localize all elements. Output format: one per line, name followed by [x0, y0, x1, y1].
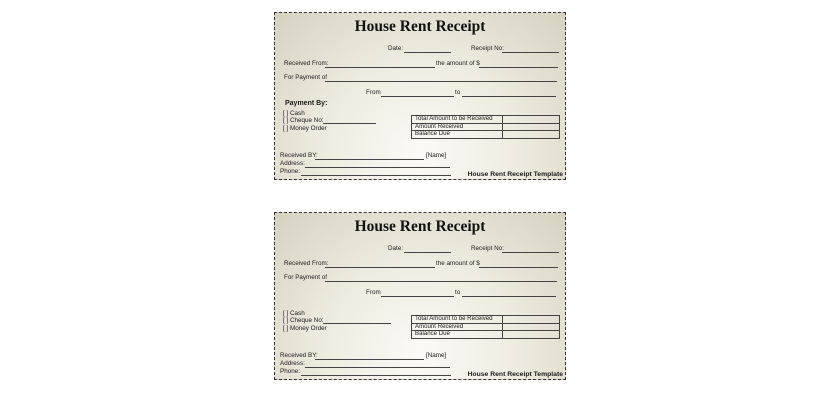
payment-method-cheque[interactable]: [ ] Cheque No:	[283, 117, 324, 124]
receipt-title: House Rent Receipt	[354, 18, 486, 35]
received-from-label: Received From:	[284, 60, 329, 67]
amount-field[interactable]	[479, 267, 558, 268]
phone-label: Phone:	[280, 168, 300, 175]
payment-method-cheque[interactable]: [ ] Cheque No:	[283, 317, 324, 324]
to-label: to	[455, 89, 461, 96]
total-amount-value[interactable]	[503, 316, 560, 324]
payment-method-cash[interactable]: [ ] Cash	[283, 310, 305, 317]
date-field[interactable]	[404, 252, 451, 253]
table-row	[412, 316, 560, 324]
date-field[interactable]	[404, 52, 451, 53]
to-field[interactable]	[462, 296, 556, 297]
receipt-no-field[interactable]	[502, 52, 559, 53]
payment-method-money-order[interactable]: [ ] Money Order	[283, 125, 327, 132]
phone-label: Phone:	[280, 368, 300, 375]
for-payment-field[interactable]	[325, 281, 557, 282]
table-row	[412, 116, 560, 124]
from-label: From	[366, 289, 381, 296]
balance-due-label: Balance Due	[412, 131, 503, 139]
date-label: Date:	[388, 245, 404, 252]
from-field[interactable]	[381, 96, 454, 97]
receipt-title: House Rent Receipt	[354, 218, 486, 235]
payment-method-money-order[interactable]: [ ] Money Order	[283, 325, 327, 332]
balance-due-label: Balance Due	[412, 331, 503, 339]
received-by-label: Received BY:	[280, 152, 318, 159]
receipt-card	[274, 212, 566, 380]
from-field[interactable]	[381, 296, 454, 297]
cheque-no-field[interactable]	[323, 123, 376, 124]
amount-field[interactable]	[479, 67, 558, 68]
total-amount-label: Total Amount to be Received	[412, 116, 503, 124]
amount-table	[411, 115, 560, 139]
receipt-no-field[interactable]	[502, 252, 559, 253]
received-by-label: Received BY:	[280, 352, 318, 359]
amount-label: the amount of $	[436, 60, 480, 67]
receipt-no-label: Receipt No:	[471, 245, 504, 252]
payment-method-cash[interactable]: [ ] Cash	[283, 110, 305, 117]
phone-field[interactable]	[301, 375, 451, 376]
to-label: to	[455, 289, 461, 296]
amount-received-value[interactable]	[503, 323, 560, 331]
amount-label: the amount of $	[436, 260, 480, 267]
address-field[interactable]	[305, 167, 450, 168]
date-label: Date:	[388, 45, 404, 52]
receipt-card	[274, 12, 566, 180]
total-amount-value[interactable]	[503, 116, 560, 124]
amount-received-label: Amount Received	[412, 123, 503, 131]
footer-text: House Rent Receipt Template	[467, 171, 563, 178]
for-payment-label: For Payment of	[284, 274, 328, 281]
table-row	[412, 331, 560, 339]
received-by-field[interactable]	[315, 359, 424, 360]
cheque-no-field[interactable]	[323, 323, 391, 324]
for-payment-field[interactable]	[325, 81, 557, 82]
to-field[interactable]	[462, 96, 556, 97]
amount-table	[411, 315, 560, 339]
payment-by-label: Payment By:	[285, 100, 328, 107]
received-by-field[interactable]	[315, 159, 424, 160]
for-payment-label: For Payment of	[284, 74, 328, 81]
balance-due-value[interactable]	[503, 331, 560, 339]
received-from-field[interactable]	[325, 267, 435, 268]
amount-received-label: Amount Received	[412, 323, 503, 331]
table-row	[412, 131, 560, 139]
receipt-no-label: Receipt No:	[471, 45, 504, 52]
balance-due-value[interactable]	[503, 131, 560, 139]
total-amount-label: Total Amount to be Received	[412, 316, 503, 324]
name-label: [Name]	[426, 352, 447, 359]
received-from-label: Received From:	[284, 260, 329, 267]
address-label: Address:	[280, 360, 305, 367]
received-from-field[interactable]	[325, 67, 435, 68]
address-label: Address:	[280, 160, 305, 167]
name-label: [Name]	[426, 152, 447, 159]
footer-text: House Rent Receipt Template	[467, 371, 563, 378]
phone-field[interactable]	[301, 175, 451, 176]
from-label: From	[366, 89, 381, 96]
address-field[interactable]	[305, 367, 450, 368]
amount-received-value[interactable]	[503, 123, 560, 131]
